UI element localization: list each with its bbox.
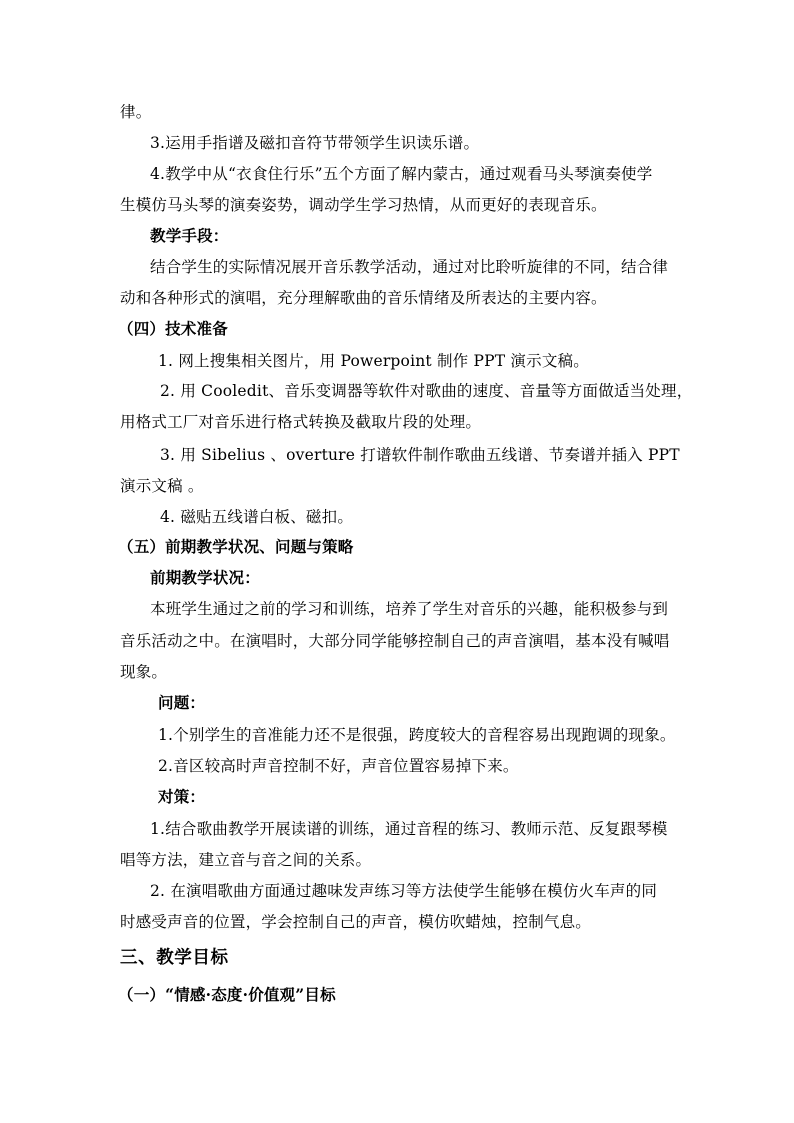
subheading-strategies: 对策： <box>158 787 206 806</box>
text-line: 本班学生通过之前的学习和训练，培养了学生对音乐的兴趣，能积极参与到 <box>150 600 669 618</box>
text-line: 现象。 <box>120 663 168 681</box>
section-heading-teaching-goals: 三、教学目标 <box>120 948 229 968</box>
section-heading-tech-prep: （四）技术准备 <box>118 319 228 338</box>
text-line: 时感受声音的位置，学会控制自己的声音，模仿吹蜡烛，控制气息。 <box>120 913 592 931</box>
list-item: 2.音区较高时声音控制不好，声音位置容易掉下来。 <box>158 757 519 775</box>
subheading-problems: 问题： <box>158 693 206 712</box>
text-line: 律。 <box>120 103 152 121</box>
text-line: 生模仿马头琴的演奏姿势，调动学生学习热情，从而更好的表现音乐。 <box>120 196 607 214</box>
text-line: 唱等方法，建立音与音之间的关系。 <box>120 851 372 869</box>
list-item: 2. 用 Cooledit、音乐变调器等软件对歌曲的速度、音量等方面做适当处理， <box>160 382 693 400</box>
text-line: 用格式工厂对音乐进行格式转换及截取片段的处理。 <box>120 413 482 431</box>
list-item: 1.个别学生的音准能力还不是很强，跨度较大的音程容易出现跑调的现象。 <box>158 726 676 744</box>
text-line: 动和各种形式的演唱，充分理解歌曲的音乐情绪及所表达的主要内容。 <box>120 289 607 307</box>
list-item: 4. 磁贴五线谱白板、磁扣。 <box>160 508 354 526</box>
list-item: 3. 用 Sibelius 、overture 打谱软件制作歌曲五线谱、节奏谱并插入 PPT <box>160 446 680 464</box>
text-line: 音乐活动之中。在演唱时，大部分同学能够控制自己的声音演唱，基本没有喊唱 <box>120 632 670 650</box>
subheading-prior-status: 前期教学状况： <box>150 568 260 587</box>
list-item: 1. 网上搜集相关图片，用 Powerpoint 制作 PPT 演示文稿。 <box>158 352 589 370</box>
text-line: 演示文稿 。 <box>120 477 204 495</box>
text-line: 4.教学中从“衣食住行乐”五个方面了解内蒙古，通过观看马头琴演奏使学 <box>150 165 653 183</box>
text-line: 3.运用手指谱及磁扣音符节带领学生识读乐谱。 <box>150 134 480 152</box>
subsection-heading-emotion-attitude-values: （一）“情感·态度·价值观”目标 <box>118 985 336 1004</box>
section-heading-prior-teaching: （五）前期教学状况、问题与策略 <box>118 537 354 556</box>
text-line: 结合学生的实际情况展开音乐教学活动，通过对比聆听旋律的不同，结合律 <box>150 258 669 276</box>
list-item: 1.结合歌曲教学开展读谱的训练，通过音程的练习、教师示范、反复跟琴模 <box>150 820 668 838</box>
subheading-teaching-means: 教学手段： <box>150 226 229 245</box>
list-item: 2. 在演唱歌曲方面通过趣味发声练习等方法使学生能够在模仿火车声的同 <box>150 882 658 900</box>
